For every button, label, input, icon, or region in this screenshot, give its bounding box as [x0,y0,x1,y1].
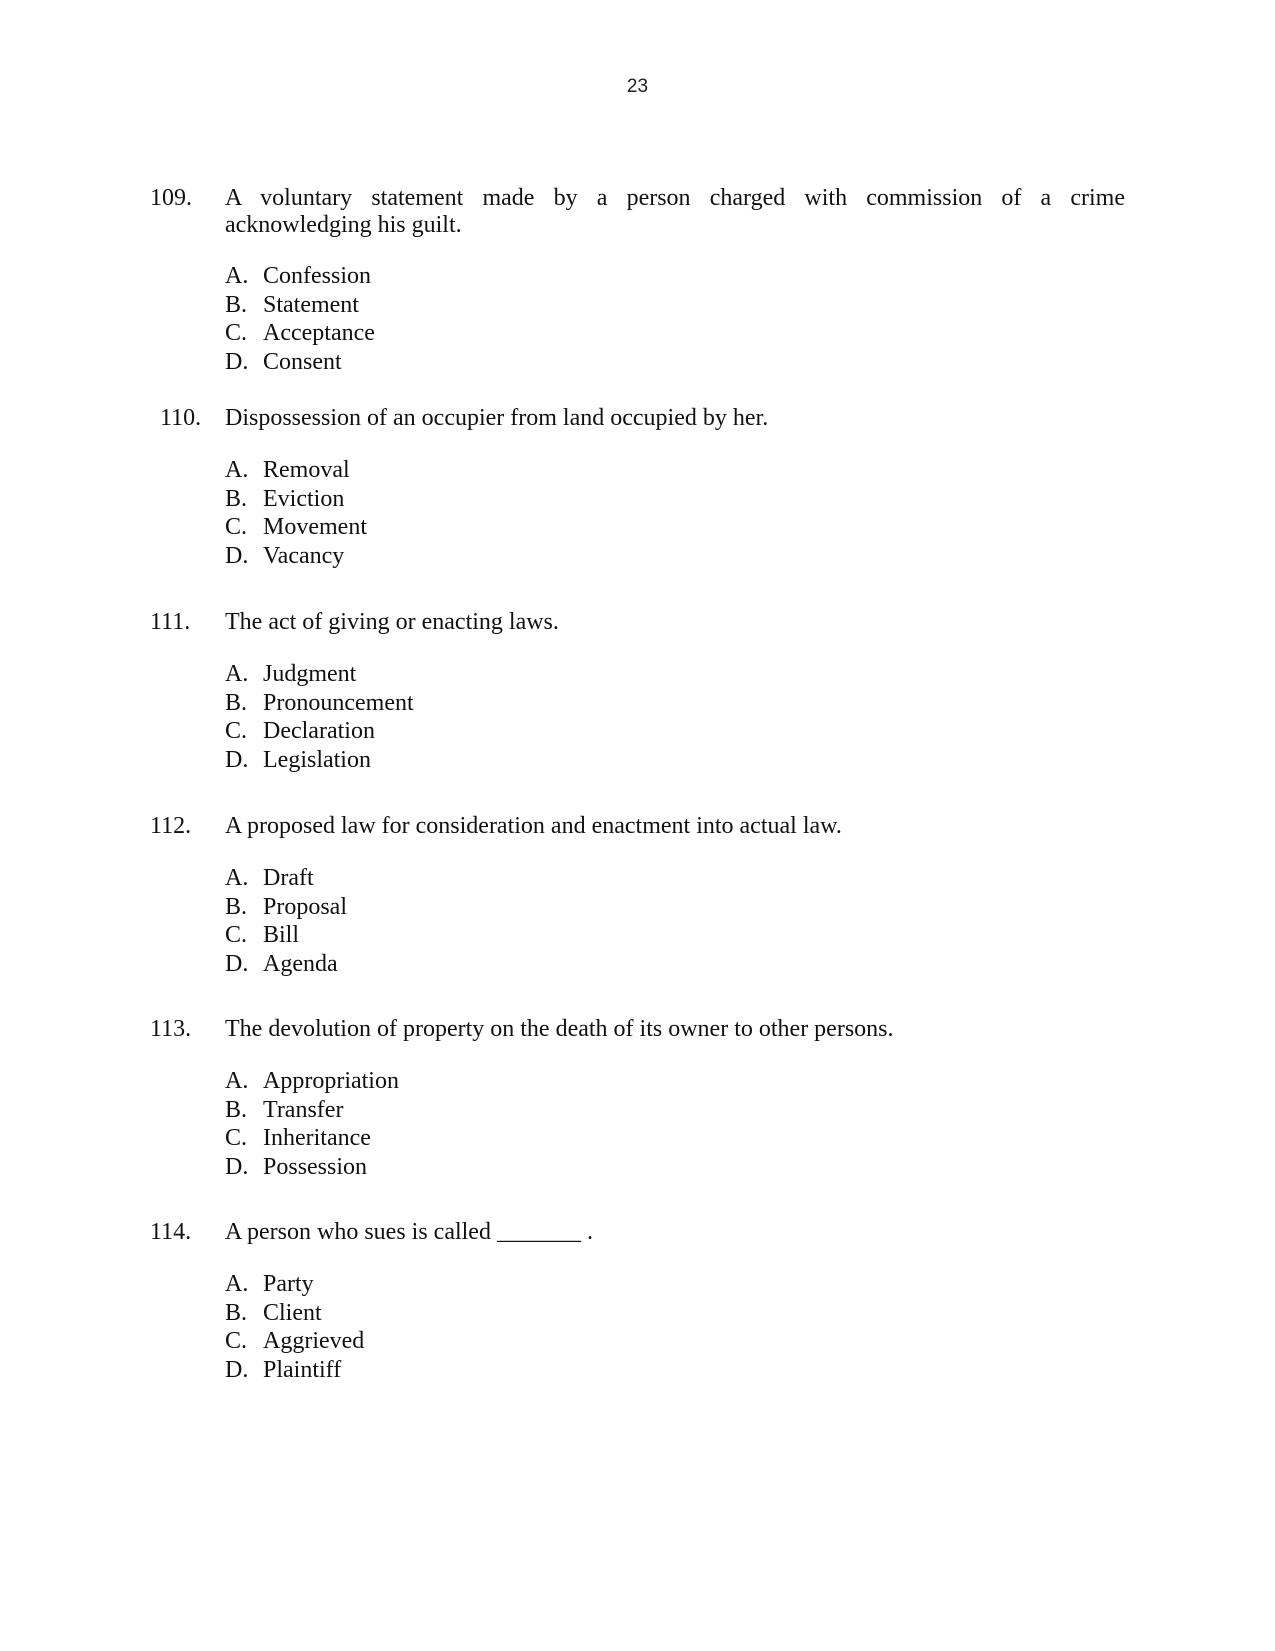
option-text: Movement [263,514,367,541]
option-c [225,513,367,542]
option-letter: A. [225,1271,249,1297]
question-number: 112. [150,813,192,839]
option-b [225,689,414,718]
option-a [225,456,367,485]
question-text: A proposed law for consideration and enactment into actual law. [225,813,842,839]
question-text: Dispossession of an occupier from land occupied by her. [225,405,769,431]
option-text: Bill [263,922,300,949]
options-list [225,660,414,775]
option-a [225,864,347,893]
option-text: Consent [263,349,342,376]
option-letter: B. [225,1299,248,1326]
option-letter: B. [225,291,248,318]
option-letter: D. [225,747,249,774]
option-a [225,1067,399,1096]
option-letter: C. [225,718,248,745]
option-text: Acceptance [263,320,375,347]
options-list [225,1270,364,1385]
options-list [225,1067,399,1182]
option-letter: C. [225,514,248,541]
option-letter: D. [225,543,249,570]
option-letter: B. [225,893,248,920]
option-letter: A. [225,1068,249,1094]
question-text: A person who sues is called _______ . [225,1219,593,1245]
option-b [225,1299,364,1328]
option-text: Eviction [263,485,345,512]
option-c [225,717,414,746]
option-letter: D. [225,1357,249,1384]
page-number: 23 [626,76,649,97]
option-text: Removal [263,457,350,483]
option-text: Agenda [263,951,338,978]
option-c [225,1327,364,1356]
option-a [225,660,414,689]
option-text: Possession [263,1154,368,1181]
option-letter: C. [225,922,248,949]
question-number: 110. [160,405,202,431]
option-text: Client [263,1299,322,1326]
option-letter: B. [225,689,248,716]
option-letter: A. [225,263,249,289]
question-text-line: A voluntary statement made by a person charged with commission of a crime [225,185,1125,211]
option-text: Draft [263,865,314,891]
question-text [225,185,1125,239]
option-text: Statement [263,291,359,318]
option-letter: C. [225,1125,248,1152]
option-d [225,746,414,775]
question-number: 113. [150,1016,192,1042]
options-list [225,456,367,571]
options-list [225,864,347,979]
option-text: Inheritance [263,1125,371,1152]
option-text: Appropriation [263,1068,399,1094]
question-text-line: acknowledging his guilt. [225,212,462,238]
option-b [225,485,367,514]
option-c [225,319,375,348]
option-text: Legislation [263,747,371,774]
option-d [225,1153,399,1182]
question-number: 109. [150,185,192,211]
option-letter: D. [225,349,249,376]
option-b [225,893,347,922]
option-text: Party [263,1271,314,1297]
option-letter: A. [225,457,249,483]
option-text: Confession [263,263,371,289]
question-number: 114. [150,1219,192,1245]
option-b [225,291,375,320]
option-text: Vacancy [263,543,345,570]
question-number: 111. [150,609,191,635]
option-letter: B. [225,485,248,512]
option-d [225,348,375,377]
option-text: Aggrieved [263,1328,365,1355]
option-text: Plaintiff [263,1357,342,1384]
option-d [225,542,367,571]
option-text: Transfer [263,1096,344,1123]
option-letter: B. [225,1096,248,1123]
option-c [225,921,347,950]
option-letter: D. [225,1154,249,1181]
option-c [225,1124,399,1153]
option-d [225,1356,364,1385]
question-text: The act of giving or enacting laws. [225,609,559,635]
option-d [225,950,347,979]
options-list [225,262,375,377]
question-text: The devolution of property on the death of its owner to other persons. [225,1016,894,1042]
option-a [225,262,375,291]
option-a [225,1270,364,1299]
option-letter: A. [225,865,249,891]
option-letter: A. [225,661,249,687]
option-letter: C. [225,320,248,347]
option-text: Proposal [263,893,347,920]
option-text: Declaration [263,718,375,745]
option-letter: D. [225,951,249,978]
option-text: Pronouncement [263,689,414,716]
option-text: Judgment [263,661,357,687]
option-b [225,1096,399,1125]
option-letter: C. [225,1328,248,1355]
